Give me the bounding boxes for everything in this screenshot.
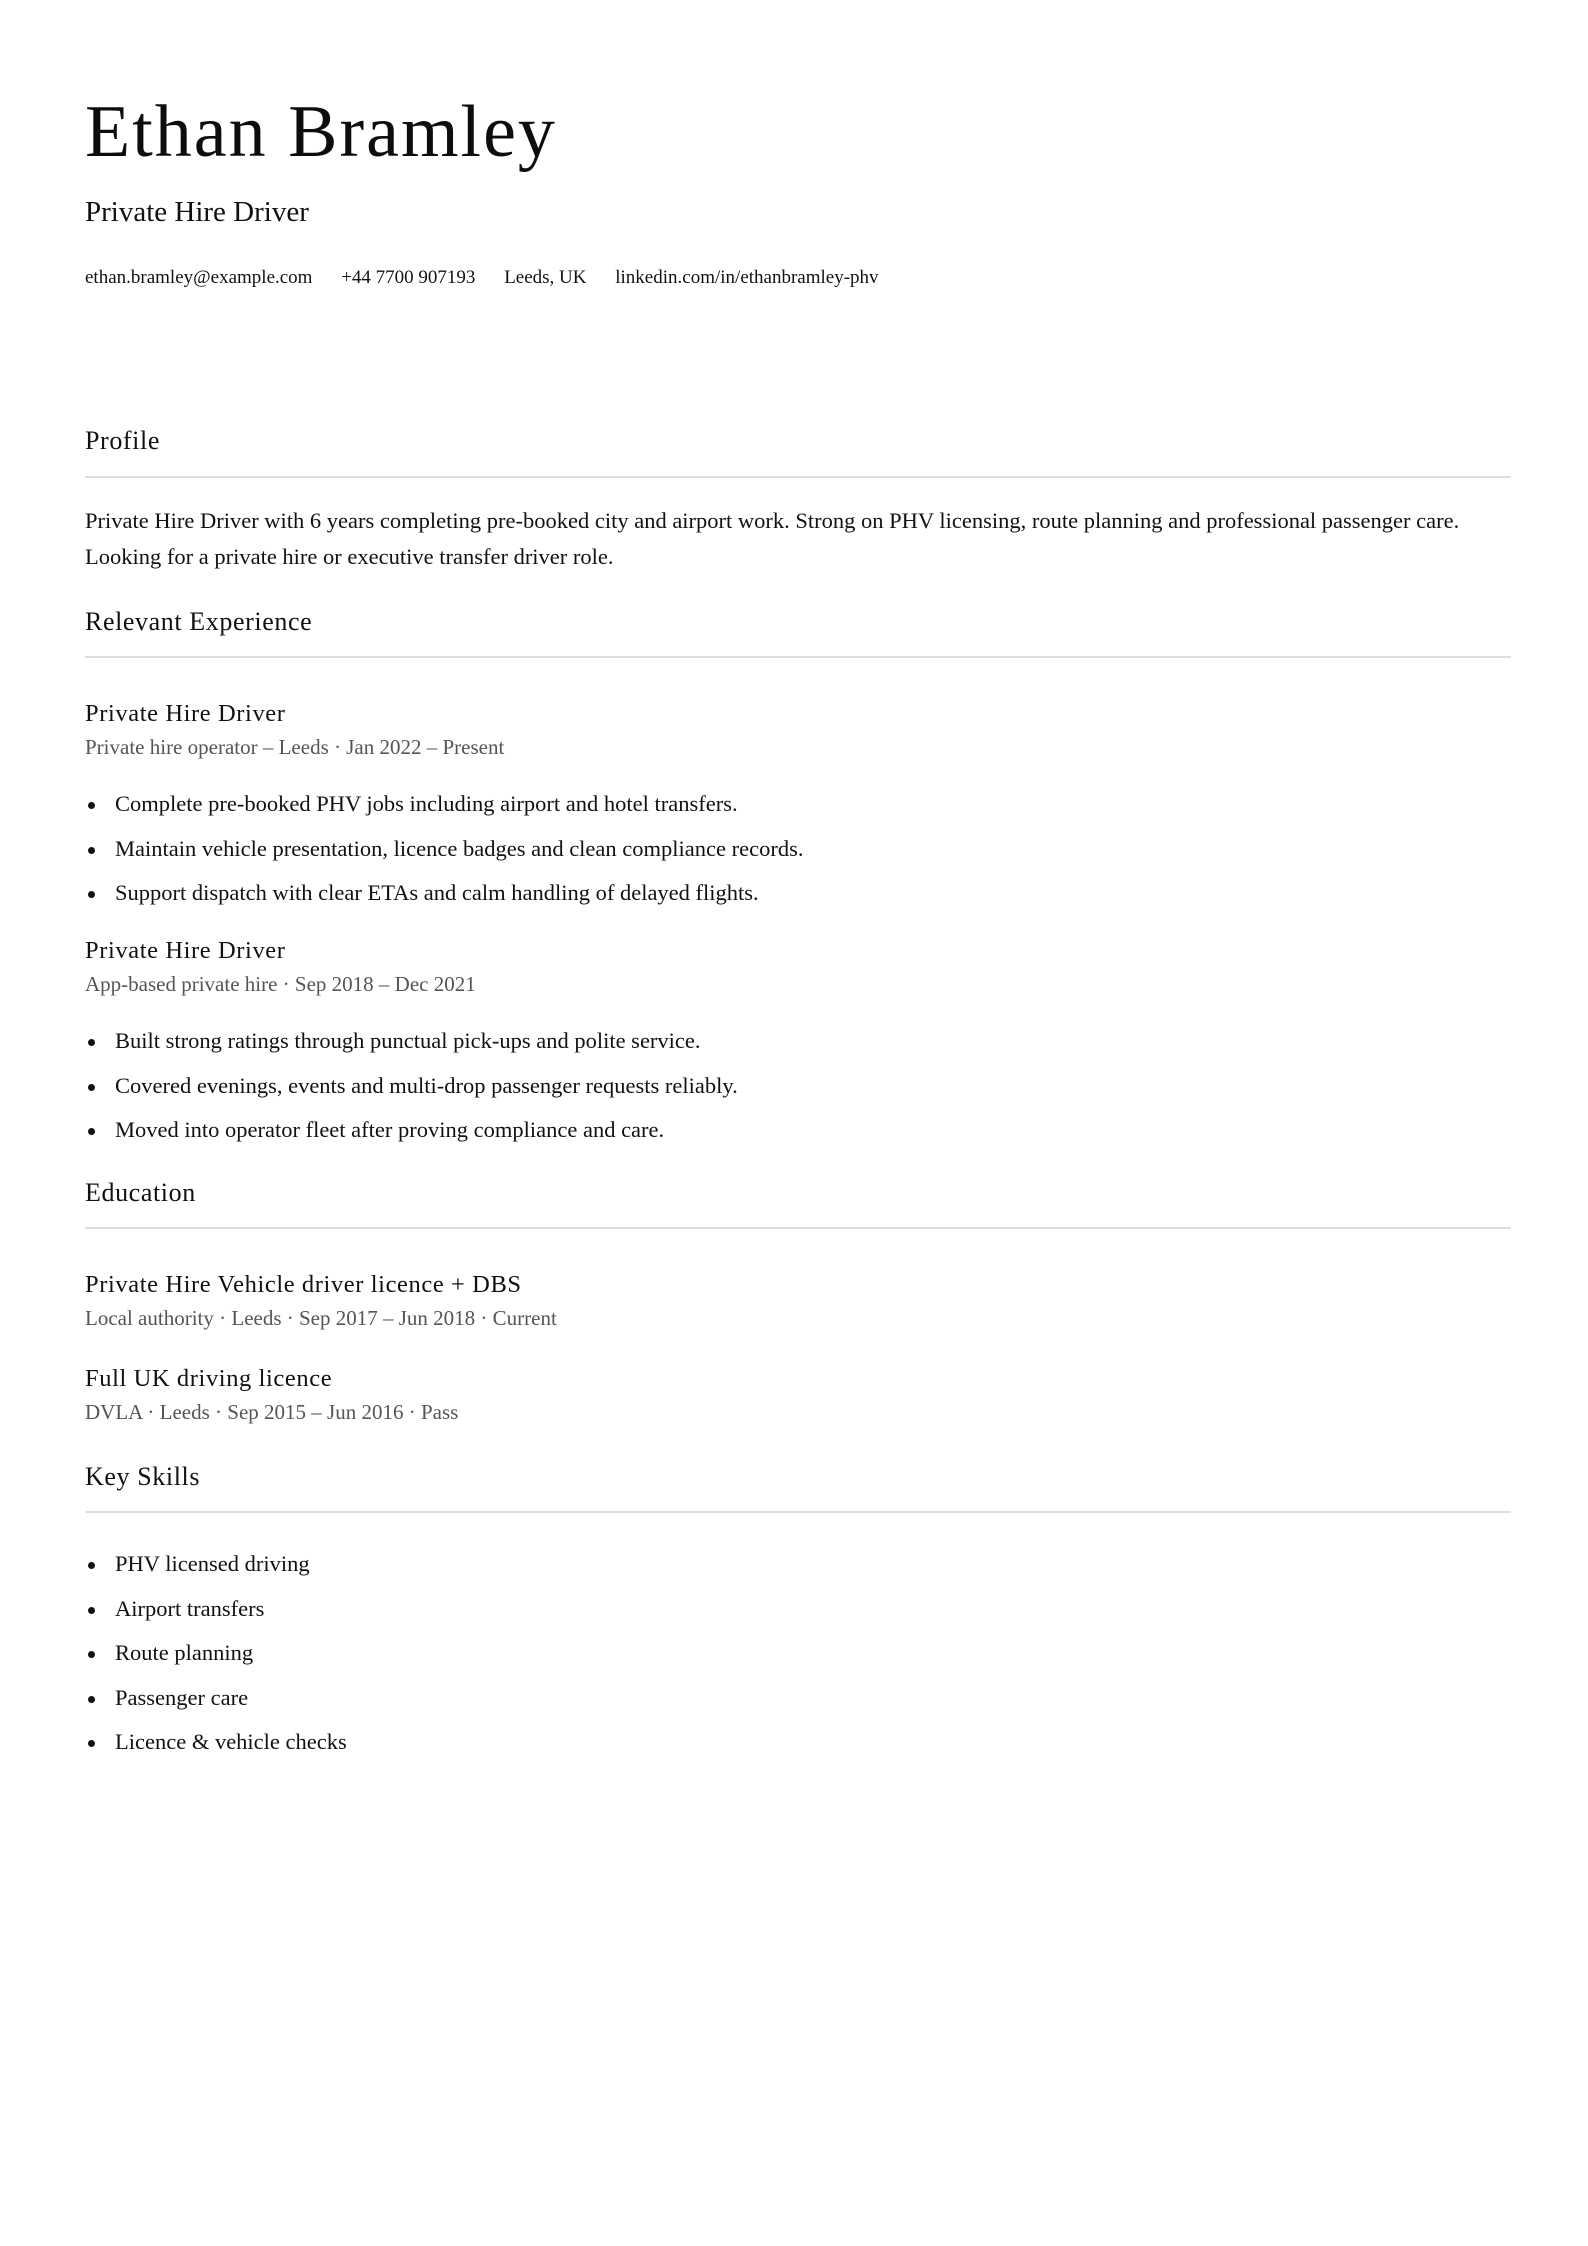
job-title: Private Hire Driver: [85, 700, 286, 727]
section-title-profile: Profile: [85, 426, 160, 455]
contact-email: ethan.bramley@example.com: [85, 267, 313, 288]
contact-phone: +44 7700 907193: [341, 267, 476, 288]
list-item: Support dispatch with clear ETAs and calm handling of delayed flights.: [85, 882, 803, 927]
skill-item: Route planning: [85, 1642, 347, 1687]
skill-item: Airport transfers: [85, 1598, 347, 1643]
job-bullets: [85, 793, 803, 927]
candidate-name: Ethan Bramley: [85, 91, 557, 173]
candidate-role: Private Hire Driver: [85, 196, 309, 228]
skill-item: Passenger care: [85, 1687, 347, 1732]
job-bullets: [85, 1030, 738, 1164]
section-divider: [85, 656, 1511, 658]
education-meta: Local authority · Leeds · Sep 2017 – Jun 2018 · Current: [85, 1306, 557, 1330]
education-meta: DVLA · Leeds · Sep 2015 – Jun 2016 · Pass: [85, 1400, 459, 1424]
list-item: Built strong ratings through punctual pick-ups and polite service.: [85, 1030, 738, 1075]
contact-line: [85, 268, 903, 287]
skill-item: Licence & vehicle checks: [85, 1731, 347, 1776]
list-item: Maintain vehicle presentation, licence badges and clean compliance records.: [85, 838, 803, 883]
section-title-education: Education: [85, 1178, 196, 1207]
skills-list: [85, 1553, 347, 1776]
job-title: Private Hire Driver: [85, 937, 286, 964]
job-meta: Private hire operator – Leeds · Jan 2022 – Present: [85, 735, 505, 759]
list-item: Complete pre-booked PHV jobs including airport and hotel transfers.: [85, 793, 803, 838]
section-divider: [85, 476, 1511, 478]
section-title-skills: Key Skills: [85, 1462, 201, 1491]
section-divider: [85, 1511, 1511, 1513]
skill-item: PHV licensed driving: [85, 1553, 347, 1598]
list-item: Covered evenings, events and multi-drop passenger requests reliably.: [85, 1075, 738, 1120]
section-divider: [85, 1227, 1511, 1229]
section-title-experience: Relevant Experience: [85, 607, 313, 636]
job-meta: App-based private hire · Sep 2018 – Dec 2021: [85, 972, 476, 996]
profile-summary: Private Hire Driver with 6 years completing pre-booked city and airport work. Strong on PHV licensing, route planning and professional passenger care. Looking for a private hire or executive transfer driver role.: [85, 508, 1460, 569]
education-title: Private Hire Vehicle driver licence + DBS: [85, 1271, 522, 1298]
contact-location: Leeds, UK: [504, 267, 587, 288]
contact-linkedin: linkedin.com/in/ethanbramley-phv: [615, 267, 879, 288]
list-item: Moved into operator fleet after proving compliance and care.: [85, 1119, 738, 1164]
education-title: Full UK driving licence: [85, 1365, 333, 1392]
